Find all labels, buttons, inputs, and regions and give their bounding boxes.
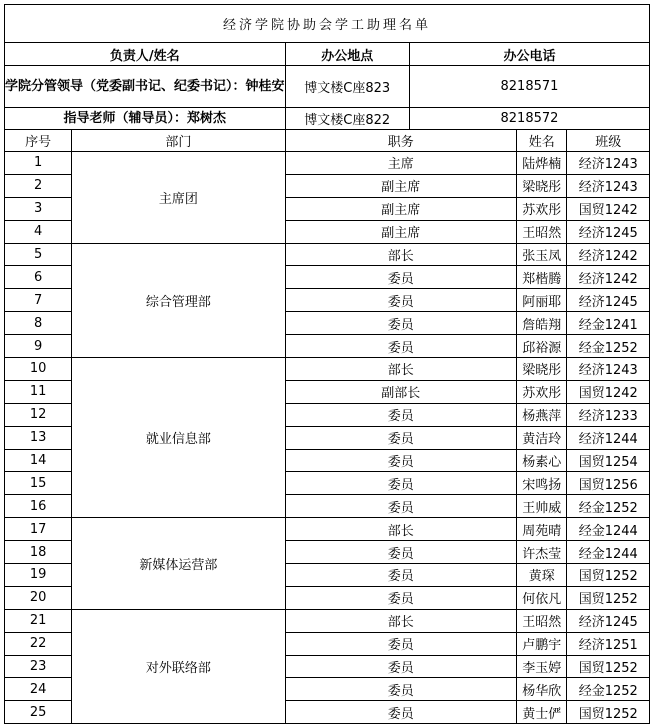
row-number: 24 [5, 678, 72, 701]
leader-2-phone: 8218572 [409, 108, 649, 130]
table-title: 经济学院协助会学工助理名单 [5, 5, 650, 43]
row-number: 11 [5, 380, 72, 403]
position-cell: 委员 [285, 472, 516, 495]
position-cell: 委员 [285, 426, 516, 449]
column-header-class: 班级 [567, 130, 650, 152]
position-cell: 委员 [285, 655, 516, 678]
class-cell: 国贸1242 [567, 380, 650, 403]
class-cell: 经济1242 [567, 266, 650, 289]
name-cell: 梁晓彤 [517, 358, 567, 381]
class-cell: 经济1243 [567, 174, 650, 197]
name-cell: 王昭然 [517, 609, 567, 632]
class-cell: 国贸1256 [567, 472, 650, 495]
row-number: 3 [5, 197, 72, 220]
class-cell: 经金1241 [567, 312, 650, 335]
name-cell: 梁晓彤 [517, 174, 567, 197]
name-cell: 黄琛 [517, 564, 567, 587]
table-row [5, 243, 650, 266]
position-cell: 委员 [285, 632, 516, 655]
row-number: 12 [5, 403, 72, 426]
position-cell: 委员 [285, 312, 516, 335]
row-number: 7 [5, 289, 72, 312]
position-cell: 委员 [285, 403, 516, 426]
name-cell: 许杰莹 [517, 541, 567, 564]
position-cell: 部长 [285, 243, 516, 266]
class-cell: 经济1243 [567, 358, 650, 381]
name-cell: 杨燕萍 [517, 403, 567, 426]
department-name: 新媒体运营部 [72, 518, 285, 610]
header-office: 办公地点 [285, 43, 409, 66]
class-cell: 经金1252 [567, 335, 650, 358]
name-cell: 何依凡 [517, 586, 567, 609]
position-cell: 副主席 [285, 174, 516, 197]
position-cell: 委员 [285, 335, 516, 358]
department-name: 综合管理部 [72, 243, 285, 357]
leader-2-role: 指导老师（辅导员）：郑树杰 [5, 108, 286, 130]
name-cell: 邱裕源 [517, 335, 567, 358]
row-number: 4 [5, 220, 72, 243]
leader-1-role: 学院分管领导（党委副书记、纪委书记）：钟桂安 [5, 66, 286, 108]
name-cell: 阿丽耶 [517, 289, 567, 312]
name-cell: 杨华欣 [517, 678, 567, 701]
class-cell: 经济1245 [567, 220, 650, 243]
leader-1-phone: 8218571 [409, 66, 649, 108]
class-cell: 经济1251 [567, 632, 650, 655]
roster-table [4, 4, 650, 724]
position-cell: 部长 [285, 609, 516, 632]
class-cell: 国贸1252 [567, 586, 650, 609]
position-cell: 委员 [285, 701, 516, 724]
position-cell: 委员 [285, 678, 516, 701]
row-number: 17 [5, 518, 72, 541]
class-cell: 经济1245 [567, 289, 650, 312]
leader-1-office: 博文楼C座823 [285, 66, 409, 108]
column-header-no: 序号 [5, 130, 72, 152]
row-number: 8 [5, 312, 72, 335]
position-cell: 委员 [285, 289, 516, 312]
name-cell: 卢鹏宇 [517, 632, 567, 655]
name-cell: 周苑晴 [517, 518, 567, 541]
row-number: 6 [5, 266, 72, 289]
row-number: 25 [5, 701, 72, 724]
position-cell: 委员 [285, 266, 516, 289]
name-cell: 张玉凤 [517, 243, 567, 266]
class-cell: 经金1252 [567, 495, 650, 518]
name-cell: 苏欢彤 [517, 197, 567, 220]
name-cell: 李玉婷 [517, 655, 567, 678]
class-cell: 经金1244 [567, 541, 650, 564]
name-cell: 黄士俨 [517, 701, 567, 724]
column-header-name: 姓名 [517, 130, 567, 152]
class-cell: 国贸1242 [567, 197, 650, 220]
row-number: 22 [5, 632, 72, 655]
row-number: 23 [5, 655, 72, 678]
department-name: 对外联络部 [72, 609, 285, 723]
position-cell: 委员 [285, 586, 516, 609]
position-cell: 副主席 [285, 220, 516, 243]
column-header-position: 职务 [285, 130, 516, 152]
class-cell: 经济1243 [567, 152, 650, 175]
name-cell: 王帅威 [517, 495, 567, 518]
row-number: 10 [5, 358, 72, 381]
table-row [5, 518, 650, 541]
class-cell: 国贸1252 [567, 655, 650, 678]
row-number: 19 [5, 564, 72, 587]
position-cell: 部长 [285, 518, 516, 541]
table-row [5, 152, 650, 175]
class-cell: 经济1244 [567, 426, 650, 449]
department-name: 主席团 [72, 152, 285, 244]
position-cell: 部长 [285, 358, 516, 381]
table-row [5, 609, 650, 632]
name-cell: 宋鸣扬 [517, 472, 567, 495]
leader-2-office: 博文楼C座822 [285, 108, 409, 130]
column-header-dept: 部门 [72, 130, 285, 152]
row-number: 16 [5, 495, 72, 518]
class-cell: 经金1244 [567, 518, 650, 541]
name-cell: 杨素心 [517, 449, 567, 472]
class-cell: 国贸1252 [567, 564, 650, 587]
row-number: 14 [5, 449, 72, 472]
name-cell: 黄洁玲 [517, 426, 567, 449]
department-name: 就业信息部 [72, 358, 285, 518]
position-cell: 主席 [285, 152, 516, 175]
position-cell: 委员 [285, 495, 516, 518]
class-cell: 经金1252 [567, 678, 650, 701]
class-cell: 经济1242 [567, 243, 650, 266]
name-cell: 陆烨楠 [517, 152, 567, 175]
name-cell: 苏欢彤 [517, 380, 567, 403]
position-cell: 委员 [285, 449, 516, 472]
position-cell: 副部长 [285, 380, 516, 403]
header-phone: 办公电话 [409, 43, 649, 66]
row-number: 15 [5, 472, 72, 495]
name-cell: 郑楷腾 [517, 266, 567, 289]
position-cell: 委员 [285, 564, 516, 587]
name-cell: 詹皓翔 [517, 312, 567, 335]
table-row [5, 358, 650, 381]
class-cell: 经济1233 [567, 403, 650, 426]
row-number: 20 [5, 586, 72, 609]
row-number: 1 [5, 152, 72, 175]
class-cell: 经济1245 [567, 609, 650, 632]
row-number: 5 [5, 243, 72, 266]
class-cell: 国贸1252 [567, 701, 650, 724]
name-cell: 王昭然 [517, 220, 567, 243]
position-cell: 委员 [285, 541, 516, 564]
row-number: 13 [5, 426, 72, 449]
class-cell: 国贸1254 [567, 449, 650, 472]
row-number: 18 [5, 541, 72, 564]
row-number: 9 [5, 335, 72, 358]
position-cell: 副主席 [285, 197, 516, 220]
row-number: 21 [5, 609, 72, 632]
header-leader: 负责人/姓名 [5, 43, 286, 66]
row-number: 2 [5, 174, 72, 197]
